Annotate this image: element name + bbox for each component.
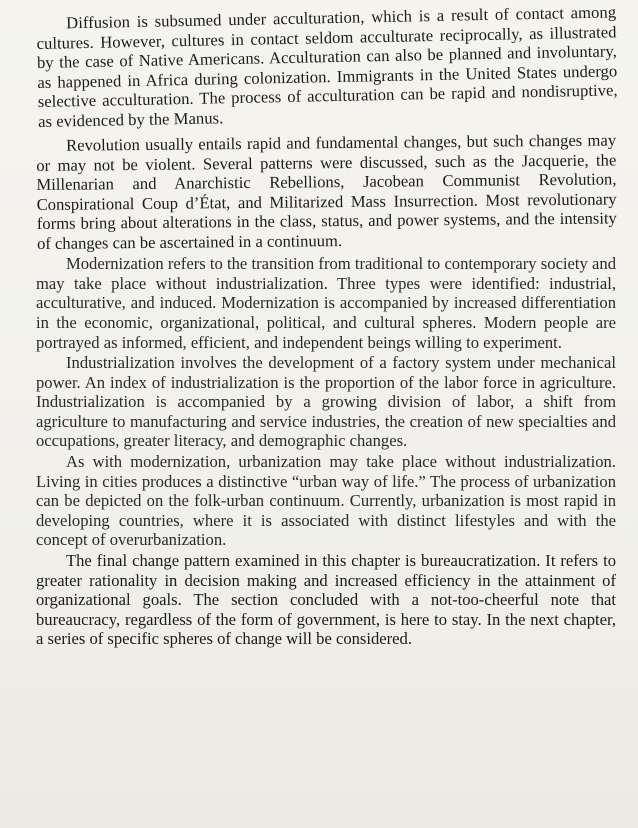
paragraph-urbanization (36, 452, 616, 550)
paragraph-text: The final change pattern examined in this chapter is bureaucratization. It refers to greater rationality in decision making and increased efficiency in the attainment of organizational goals. The section concluded with a not-too-cheerful note that bureaucracy, regardless of the form of government, is here to stay. In the next chapter, a series of specific spheres of change will be considered. (36, 551, 616, 649)
paragraph-text: Revolution usually entails rapid and fundamental changes, but such changes may or may not be violent. Several patterns were discussed, such as the Jacquerie, the Millenarian and Anarchistic Rebellions, Jacobean Communist Revolution, Conspirational Coup d’État, and Militarized Mass Insurrection. Most revolutionary forms bring about alterations in the class, status, and power systems, and the intensity of changes can be ascertained in a continuum. (36, 129, 617, 253)
paragraph-text: Industrialization involves the development of a factory system under mechanical power. An index of industrialization is the proportion of the labor force in agriculture. Industrialization is accompanied by a growing division of labor, a shift from agriculture to manufacturing and service industries, the creation of new specialties and occupations, greater literacy, and demographic changes. (36, 353, 616, 451)
paragraph-text: Diffusion is subsumed under acculturation, which is a result of contact among cultures. However, cultures in contact seldom acculturate reciprocally, as illustrated by the case of Native Americans. Acculturation can also be planned and involuntary, as happened in Africa during colonization. Immigrants in the United States undergo selective acculturation. The process of acculturation can be rapid and nondisruptive, as evidenced by the Manus. (36, 2, 618, 131)
paragraph-revolution (36, 130, 617, 253)
paragraph-indent (36, 28, 66, 29)
paragraph-modernization (36, 254, 616, 352)
paragraph-bureaucratization (36, 551, 616, 649)
paragraph-text: As with modernization, urbanization may take place without industrialization. Living in cities produces a distinctive “urban way of life.” The process of urbanization can be depicted on the folk-urban continuum. Currently, urbanization is most rapid in developing countries, where it is associated with distinct lifestyles and with the concept of overurbanization. (36, 452, 616, 550)
paragraph-diffusion (36, 2, 618, 131)
paragraph-text: Modernization refers to the transition from traditional to contemporary society and may take place without industrialization. Three types were identified: industrial, acculturative, and induced. Modernization is accompanied by increased differentiation in the economic, organizational, political, and cultural spheres. Modern people are portrayed as informed, efficient, and independent beings willing to experiment. (36, 254, 616, 352)
paragraph-industrialization (36, 353, 616, 451)
